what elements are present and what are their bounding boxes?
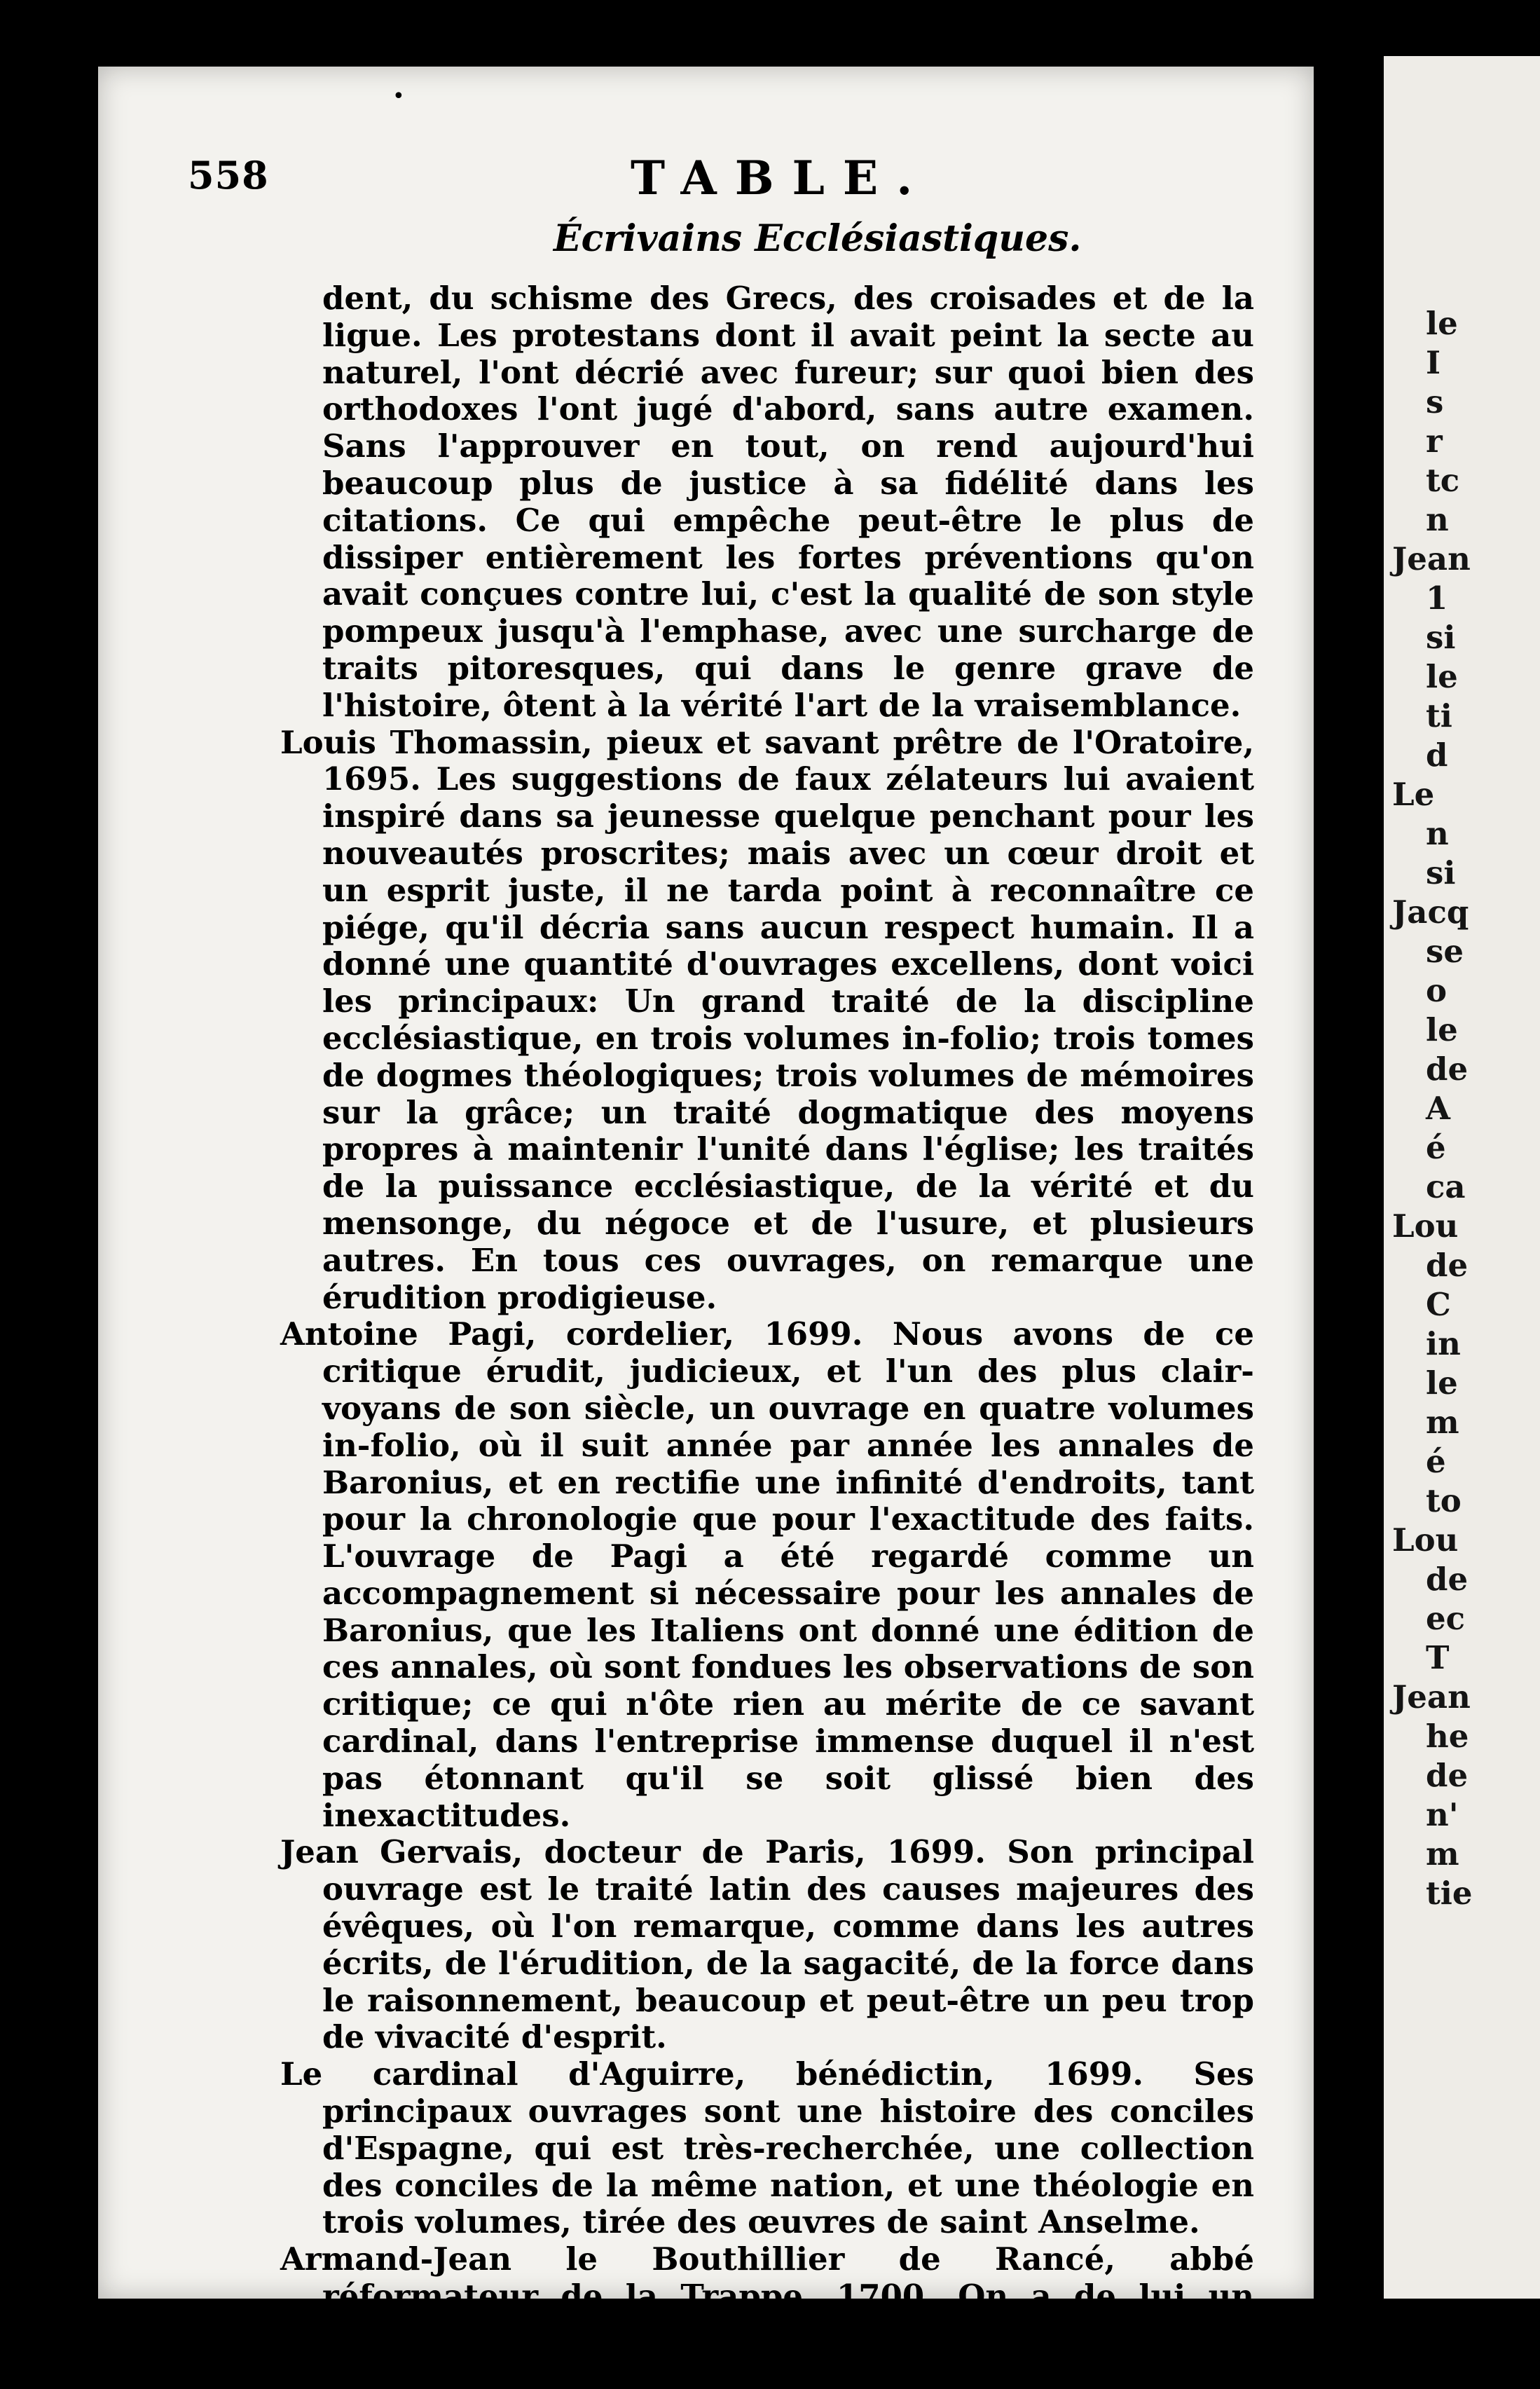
- right-page-fragment: n': [1426, 1796, 1459, 1833]
- right-page-strip: [1384, 56, 1540, 2299]
- right-page-fragment: m: [1426, 1835, 1459, 1873]
- right-page-fragment: de: [1426, 1247, 1469, 1284]
- right-page-fragment: ti: [1426, 697, 1452, 734]
- right-page-fragment: le: [1426, 305, 1458, 342]
- entry-pagi: Antoine Pagi, cordelier, 1699. Nous avons de ce critique érudit, judicieux, et l'un des plus clair-voyans de son siècle, un ouvrage en quatre volumes in-folio, où il suit année par année les annales de Baronius, et en rectifie une infinité d'endroits, tant pour la chronologie que pour l'exactitude des faits. L'ouvrage de Pagi a été regardé comme un accompagnement si nécessaire pour les annales de Baronius, que les Italiens ont donné une édition de ces annales, où sont fondues les observations de son critique; ce qui n'ôte rien au mérite de ce savant cardinal, dans l'entreprise immense duquel il n'est pas étonnant qu'il se soit glissé bien des inexactitudes.: [280, 1315, 1254, 1834]
- right-page-fragment: tc: [1426, 462, 1460, 499]
- right-page-fragment: é: [1426, 1129, 1446, 1166]
- right-page-fragment: in: [1426, 1325, 1461, 1362]
- right-page-fragment: Lou: [1392, 1207, 1459, 1245]
- right-page-fragment: Le: [1392, 776, 1435, 813]
- entry-continuation: dent, du schisme des Grecs, des croisades et de la ligue. Les protestans dont il avait peint la secte au naturel, l'ont décrié avec fureur; sur quoi bien des orthodoxes l'ont jugé d'abord, sans autre examen. Sans l'approuver en tout, on rend aujourd'hui beaucoup plus de justice à sa fidélité dans les citations. Ce qui empêche peut-être le plus de dissiper entièrement les fortes préventions qu'on avait conçues contre lui, c'est la qualité de son style pompeux jusqu'à l'emphase, avec une surcharge de traits pitoresques, qui dans le genre grave de l'histoire, ôtent à la vérité l'art de la vraisemblance.: [322, 280, 1254, 724]
- right-page-fragment: o: [1426, 972, 1448, 1009]
- right-page-fragment: Jean: [1392, 540, 1471, 577]
- right-page-fragment: si: [1426, 619, 1456, 656]
- right-page-fragment: de: [1426, 1050, 1469, 1088]
- entry-aguirre: Le cardinal d'Aguirre, bénédictin, 1699. Ses principaux ouvrages sont une histoire des conciles d'Espagne, qui est très-recherchée, une collection des conciles de la même nation, et une théologie en trois volumes, tirée des œuvres de saint Anselme.: [280, 2055, 1254, 2241]
- entry-thomassin: Louis Thomassin, pieux et savant prêtre de l'Oratoire, 1695. Les suggestions de faux zélateurs lui avaient inspiré dans sa jeunesse quelque penchant pour les nouveautés proscrites; mais avec un cœur droit et un esprit juste, il ne tarda point à reconnaître ce piége, qu'il décria sans aucun respect humain. Il a donné une quantité d'ouvrages excellens, dont voici les principaux: Un grand traité de la discipline ecclésiastique, en trois volumes in-folio; trois tomes de dogmes théologiques; trois volumes de mémoires sur la grâce; un traité dogmatique des moyens propres à maintenir l'unité dans l'église; les traités de la puissance ecclésiastique, de la vérité et du mensonge, du négoce et de l'usure, et plusieurs autres. En tous ces ouvrages, on remarque une érudition prodigieuse.: [280, 723, 1254, 1316]
- right-page-fragment: C: [1426, 1286, 1451, 1323]
- right-page-fragment: se: [1426, 933, 1464, 970]
- right-page-fragment: Lou: [1392, 1521, 1459, 1559]
- right-page-fragment: le: [1426, 658, 1458, 695]
- page-number: 558: [188, 153, 269, 198]
- right-page-fragment: s: [1426, 383, 1444, 420]
- right-page-fragment: ca: [1426, 1168, 1466, 1205]
- right-page-fragment: le: [1426, 1364, 1458, 1402]
- right-page-fragment: r: [1426, 423, 1443, 460]
- entry-gervais: Jean Gervais, docteur de Paris, 1699. Son principal ouvrage est le traité latin des causes majeures des évêques, où l'on remarque, comme dans les autres écrits, de l'érudition, de la sagacité, de la force dans le raisonnement, beaucoup et peut-être un peu trop de vivacité d'esprit.: [280, 1833, 1254, 2056]
- right-page-fragment: Jean: [1392, 1678, 1471, 1716]
- right-page-fragment: de: [1426, 1561, 1469, 1598]
- right-page-fragment: I: [1426, 344, 1441, 381]
- body-text: [280, 280, 1254, 2389]
- right-page-fragment: le: [1426, 1011, 1458, 1048]
- entry-rance: Armand-Jean le Bouthillier de Rancé, abbé réformateur de la Trappe, 1700. On a de lui un grand nombre d'ouvrages de piété. Les plus remarquables sont des Réflexions morales sur: [280, 2240, 1254, 2389]
- right-page-fragment: m: [1426, 1404, 1459, 1441]
- right-page-fragment: Jacq: [1392, 894, 1469, 931]
- right-page-fragment: to: [1426, 1482, 1462, 1519]
- section-subtitle: Écrivains Ecclésiastiques.: [554, 217, 1082, 260]
- page-title: TABLE.: [631, 151, 931, 205]
- right-page-fragment: T: [1426, 1639, 1450, 1676]
- right-page-fragment: é: [1426, 1443, 1446, 1480]
- ink-dot: •: [392, 84, 405, 109]
- right-page-fragment: ec: [1426, 1600, 1466, 1637]
- right-page-fragment: A: [1426, 1090, 1450, 1127]
- right-page-fragment: tie: [1426, 1875, 1473, 1912]
- right-page-fragment: n: [1426, 501, 1449, 538]
- right-page-fragment: he: [1426, 1718, 1469, 1755]
- right-page-fragment: de: [1426, 1757, 1469, 1794]
- right-page-fragment: d: [1426, 737, 1448, 774]
- right-page-fragment: si: [1426, 854, 1456, 891]
- right-page-fragment: 1: [1426, 580, 1448, 617]
- right-page-fragment: n: [1426, 815, 1449, 852]
